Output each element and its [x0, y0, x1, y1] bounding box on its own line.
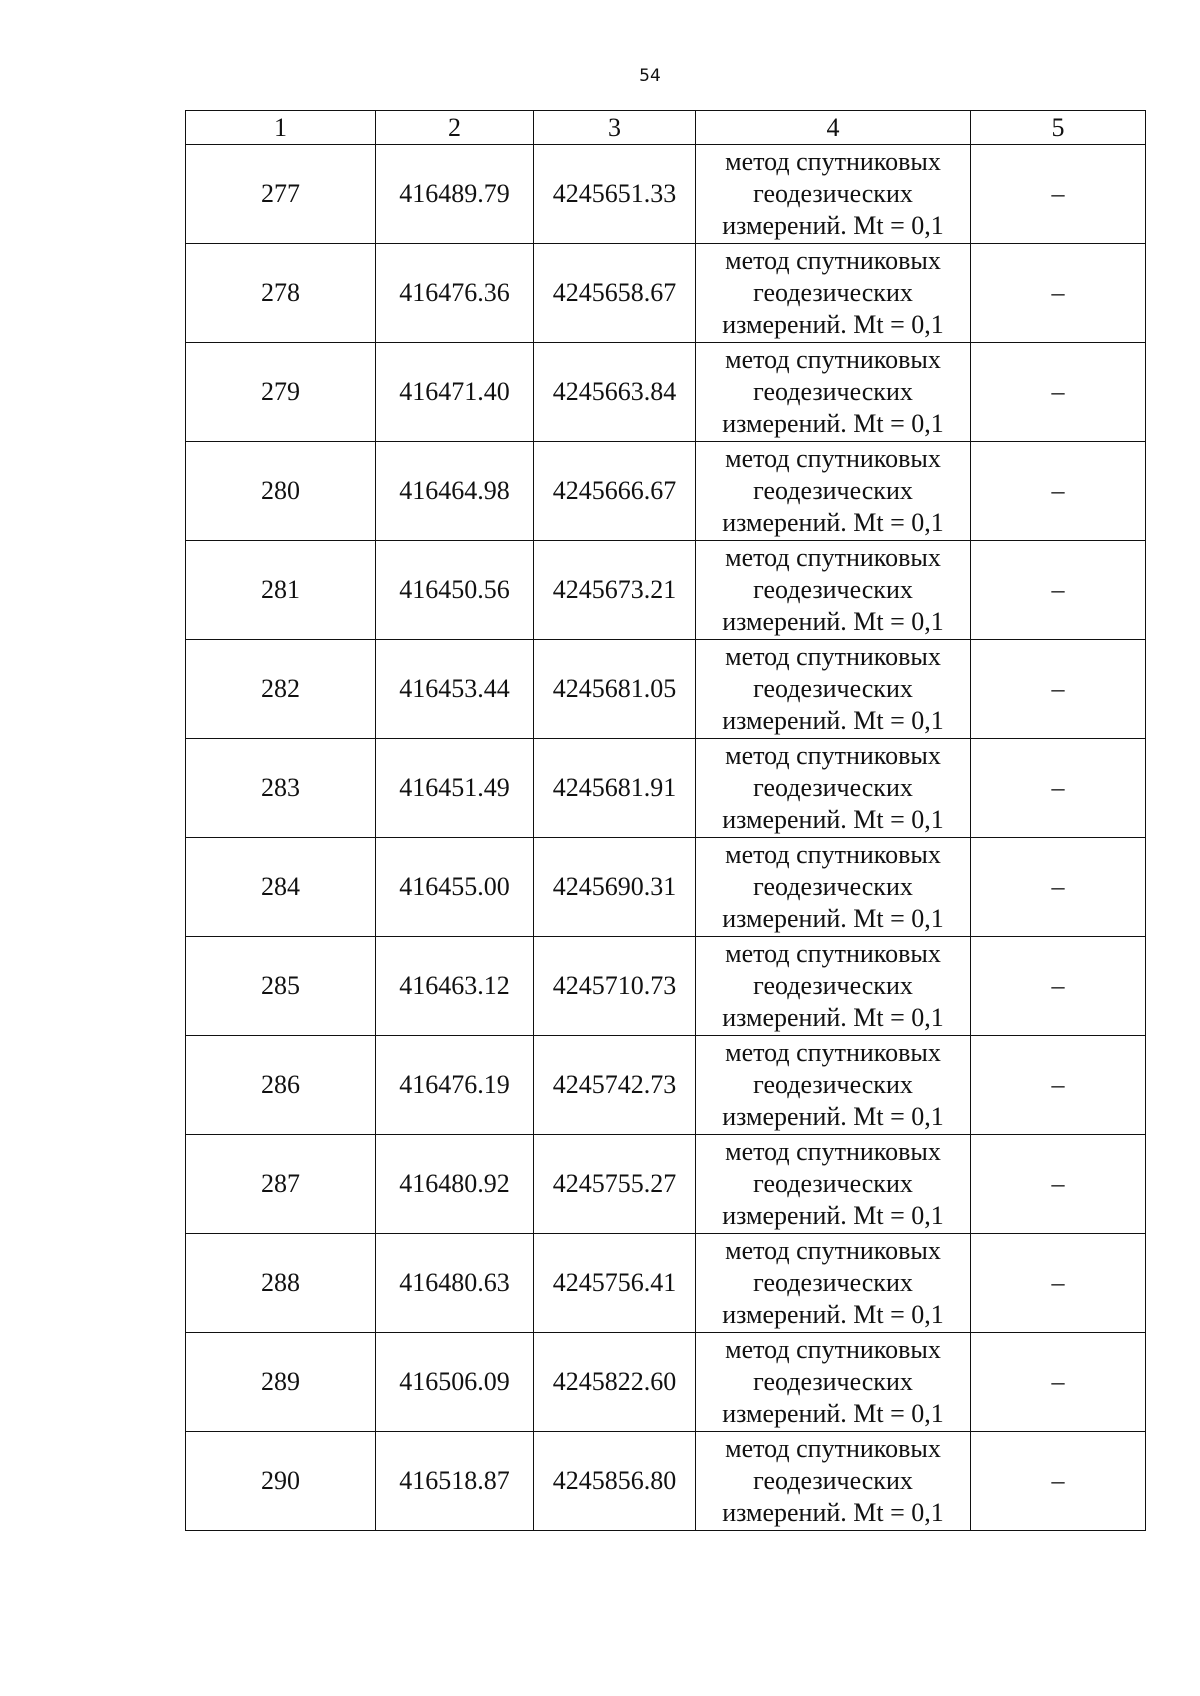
- note-cell: –: [971, 838, 1146, 937]
- method-line: измерений. Mt = 0,1: [722, 408, 944, 438]
- y-coordinate-cell: 4245673.21: [534, 541, 696, 640]
- x-coordinate-cell: 416453.44: [376, 640, 534, 739]
- method-line: измерений. Mt = 0,1: [722, 309, 944, 339]
- y-coordinate-cell: 4245681.91: [534, 739, 696, 838]
- method-cell: [696, 1036, 971, 1135]
- coordinates-table: [185, 110, 1146, 1531]
- method-line: метод спутниковых: [725, 1236, 941, 1266]
- y-coordinate-cell: 4245856.80: [534, 1432, 696, 1531]
- table-row: [186, 640, 1146, 739]
- note-cell: –: [971, 145, 1146, 244]
- header-cell-3: 3: [534, 111, 696, 145]
- x-coordinate-cell: 416451.49: [376, 739, 534, 838]
- table-row: [186, 739, 1146, 838]
- header-cell-1: 1: [186, 111, 376, 145]
- method-line: геодезических: [753, 575, 913, 605]
- method-line: метод спутниковых: [725, 147, 941, 177]
- note-cell: –: [971, 739, 1146, 838]
- point-number-cell: 288: [186, 1234, 376, 1333]
- x-coordinate-cell: 416480.92: [376, 1135, 534, 1234]
- method-cell: [696, 838, 971, 937]
- method-line: геодезических: [753, 1070, 913, 1100]
- method-line: метод спутниковых: [725, 840, 941, 870]
- method-line: геодезических: [753, 377, 913, 407]
- method-line: геодезических: [753, 773, 913, 803]
- y-coordinate-cell: 4245822.60: [534, 1333, 696, 1432]
- point-number-cell: 285: [186, 937, 376, 1036]
- y-coordinate-cell: 4245651.33: [534, 145, 696, 244]
- table-body: [186, 145, 1146, 1531]
- method-cell: [696, 442, 971, 541]
- method-line: метод спутниковых: [725, 246, 941, 276]
- method-line: геодезических: [753, 1466, 913, 1496]
- point-number-cell: 278: [186, 244, 376, 343]
- method-cell: [696, 1234, 971, 1333]
- note-cell: –: [971, 1234, 1146, 1333]
- method-line: геодезических: [753, 674, 913, 704]
- method-line: метод спутниковых: [725, 1335, 941, 1365]
- page-number: 54: [639, 66, 661, 86]
- method-cell: [696, 1333, 971, 1432]
- method-line: измерений. Mt = 0,1: [722, 606, 944, 636]
- y-coordinate-cell: 4245658.67: [534, 244, 696, 343]
- y-coordinate-cell: 4245663.84: [534, 343, 696, 442]
- x-coordinate-cell: 416476.19: [376, 1036, 534, 1135]
- method-line: метод спутниковых: [725, 444, 941, 474]
- method-line: геодезических: [753, 872, 913, 902]
- method-cell: [696, 1432, 971, 1531]
- table-header: [186, 111, 1146, 145]
- point-number-cell: 277: [186, 145, 376, 244]
- x-coordinate-cell: 416480.63: [376, 1234, 534, 1333]
- table-row: [186, 343, 1146, 442]
- y-coordinate-cell: 4245755.27: [534, 1135, 696, 1234]
- point-number-cell: 290: [186, 1432, 376, 1531]
- method-line: измерений. Mt = 0,1: [722, 507, 944, 537]
- header-cell-5: 5: [971, 111, 1146, 145]
- method-line: измерений. Mt = 0,1: [722, 804, 944, 834]
- method-cell: [696, 541, 971, 640]
- x-coordinate-cell: 416489.79: [376, 145, 534, 244]
- method-cell: [696, 343, 971, 442]
- method-cell: [696, 1135, 971, 1234]
- note-cell: –: [971, 1432, 1146, 1531]
- table-row: [186, 937, 1146, 1036]
- x-coordinate-cell: 416471.40: [376, 343, 534, 442]
- method-line: метод спутниковых: [725, 543, 941, 573]
- method-line: метод спутниковых: [725, 741, 941, 771]
- method-line: метод спутниковых: [725, 642, 941, 672]
- table-row: [186, 1135, 1146, 1234]
- table-row: [186, 145, 1146, 244]
- method-line: метод спутниковых: [725, 345, 941, 375]
- y-coordinate-cell: 4245756.41: [534, 1234, 696, 1333]
- method-line: геодезических: [753, 1169, 913, 1199]
- x-coordinate-cell: 416506.09: [376, 1333, 534, 1432]
- x-coordinate-cell: 416455.00: [376, 838, 534, 937]
- method-cell: [696, 145, 971, 244]
- table-row: [186, 1234, 1146, 1333]
- note-cell: –: [971, 640, 1146, 739]
- note-cell: –: [971, 1333, 1146, 1432]
- point-number-cell: 283: [186, 739, 376, 838]
- y-coordinate-cell: 4245710.73: [534, 937, 696, 1036]
- method-line: измерений. Mt = 0,1: [722, 1002, 944, 1032]
- point-number-cell: 287: [186, 1135, 376, 1234]
- note-cell: –: [971, 1135, 1146, 1234]
- point-number-cell: 289: [186, 1333, 376, 1432]
- point-number-cell: 279: [186, 343, 376, 442]
- method-cell: [696, 640, 971, 739]
- method-line: измерений. Mt = 0,1: [722, 1497, 944, 1527]
- method-line: измерений. Mt = 0,1: [722, 1101, 944, 1131]
- y-coordinate-cell: 4245690.31: [534, 838, 696, 937]
- method-line: геодезических: [753, 179, 913, 209]
- table-row: [186, 442, 1146, 541]
- method-cell: [696, 244, 971, 343]
- method-line: геодезических: [753, 1367, 913, 1397]
- table-row: [186, 541, 1146, 640]
- table-row: [186, 838, 1146, 937]
- y-coordinate-cell: 4245681.05: [534, 640, 696, 739]
- point-number-cell: 281: [186, 541, 376, 640]
- method-line: измерений. Mt = 0,1: [722, 1398, 944, 1428]
- method-line: измерений. Mt = 0,1: [722, 1200, 944, 1230]
- point-number-cell: 280: [186, 442, 376, 541]
- y-coordinate-cell: 4245666.67: [534, 442, 696, 541]
- header-row: [186, 111, 1146, 145]
- method-line: метод спутниковых: [725, 1137, 941, 1167]
- method-line: измерений. Mt = 0,1: [722, 210, 944, 240]
- method-line: метод спутниковых: [725, 1434, 941, 1464]
- note-cell: –: [971, 343, 1146, 442]
- x-coordinate-cell: 416518.87: [376, 1432, 534, 1531]
- x-coordinate-cell: 416476.36: [376, 244, 534, 343]
- x-coordinate-cell: 416464.98: [376, 442, 534, 541]
- point-number-cell: 284: [186, 838, 376, 937]
- method-line: измерений. Mt = 0,1: [722, 1299, 944, 1329]
- x-coordinate-cell: 416463.12: [376, 937, 534, 1036]
- y-coordinate-cell: 4245742.73: [534, 1036, 696, 1135]
- point-number-cell: 286: [186, 1036, 376, 1135]
- method-cell: [696, 937, 971, 1036]
- note-cell: –: [971, 244, 1146, 343]
- table-row: [186, 1036, 1146, 1135]
- method-line: геодезических: [753, 278, 913, 308]
- method-line: геодезических: [753, 971, 913, 1001]
- table-row: [186, 244, 1146, 343]
- method-line: геодезических: [753, 476, 913, 506]
- table-row: [186, 1333, 1146, 1432]
- note-cell: –: [971, 937, 1146, 1036]
- method-line: геодезических: [753, 1268, 913, 1298]
- note-cell: –: [971, 1036, 1146, 1135]
- note-cell: –: [971, 442, 1146, 541]
- x-coordinate-cell: 416450.56: [376, 541, 534, 640]
- note-cell: –: [971, 541, 1146, 640]
- method-line: измерений. Mt = 0,1: [722, 903, 944, 933]
- header-cell-2: 2: [376, 111, 534, 145]
- header-cell-4: 4: [696, 111, 971, 145]
- point-number-cell: 282: [186, 640, 376, 739]
- method-cell: [696, 739, 971, 838]
- method-line: метод спутниковых: [725, 1038, 941, 1068]
- table-row: [186, 1432, 1146, 1531]
- method-line: измерений. Mt = 0,1: [722, 705, 944, 735]
- method-line: метод спутниковых: [725, 939, 941, 969]
